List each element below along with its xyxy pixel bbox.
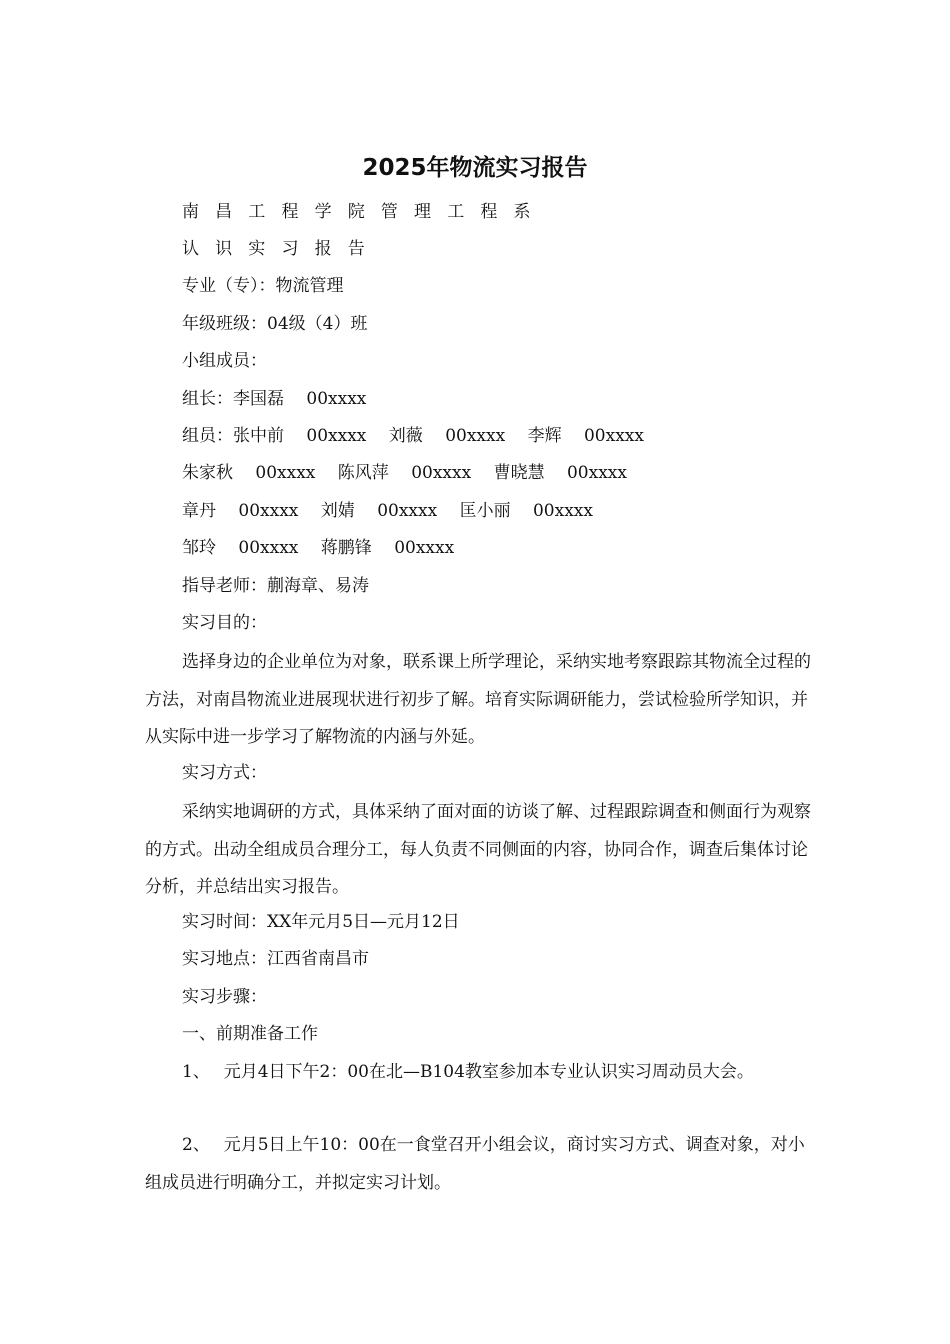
class-line: 年级班级：04级（4）班 — [182, 314, 368, 334]
teacher-line: 指导老师：蒯海章、易涛 — [182, 576, 369, 596]
method-heading: 实习方式： — [182, 763, 267, 783]
steps-heading: 实习步骤： — [182, 987, 267, 1007]
header-report-type: 认识实习报告 — [182, 239, 381, 259]
place-line: 实习地点：江西省南昌市 — [182, 949, 369, 969]
group-label: 小组成员： — [182, 351, 267, 371]
group-members-line-1: 组员：张中前 00xxxx 刘薇 00xxxx 李辉 00xxxx — [182, 426, 644, 446]
time-line: 实习时间：XX年元月5日—元月12日 — [182, 912, 460, 932]
major-line: 专业（专）：物流管理 — [182, 276, 344, 296]
purpose-heading: 实习目的： — [182, 613, 267, 633]
step-item-2-paragraph — [145, 1127, 815, 1202]
purpose-text: 选择身边的企业单位为对象，联系课上所学理论，采纳实地考察跟踪其物流全过程的方法，对南昌物流业进展现状进行初步了解。培育实际调研能力，尝试检验所学知识，并从实际中进一步学习了解物流的内涵与外延。 — [145, 652, 811, 747]
step-section-1: 一、前期准备工作 — [182, 1024, 318, 1044]
purpose-paragraph — [145, 644, 815, 757]
group-leader-line: 组长：李国磊 00xxxx — [182, 389, 367, 409]
document-title: 2025年物流实习报告 — [362, 155, 588, 181]
group-members-line-2: 朱家秋 00xxxx 陈风萍 00xxxx 曹晓慧 00xxxx — [182, 463, 627, 483]
group-members-line-4: 邹玲 00xxxx 蒋鹏锋 00xxxx — [182, 538, 455, 558]
method-text: 采纳实地调研的方式，具体采纳了面对面的访谈了解、过程跟踪调查和侧面行为观察的方式。出动全组成员合理分工，每人负责不同侧面的内容，协同合作，调查后集体讨论分析，并总结出实习报告。 — [145, 802, 811, 897]
group-members-line-3: 章丹 00xxxx 刘婧 00xxxx 匡小丽 00xxxx — [182, 501, 593, 521]
header-department: 南昌工程学院管理工程系 — [182, 202, 547, 222]
step-item-2: 2、 元月5日上午10：00在一食堂召开小组会议，商讨实习方式、调查对象，对小组成员进行明确分工，并拟定实习计划。 — [145, 1135, 805, 1193]
method-paragraph — [145, 794, 815, 907]
step-item-1: 1、 元月4日下午2：00在北—B104教室参加本专业认识实习周动员大会。 — [182, 1062, 754, 1082]
